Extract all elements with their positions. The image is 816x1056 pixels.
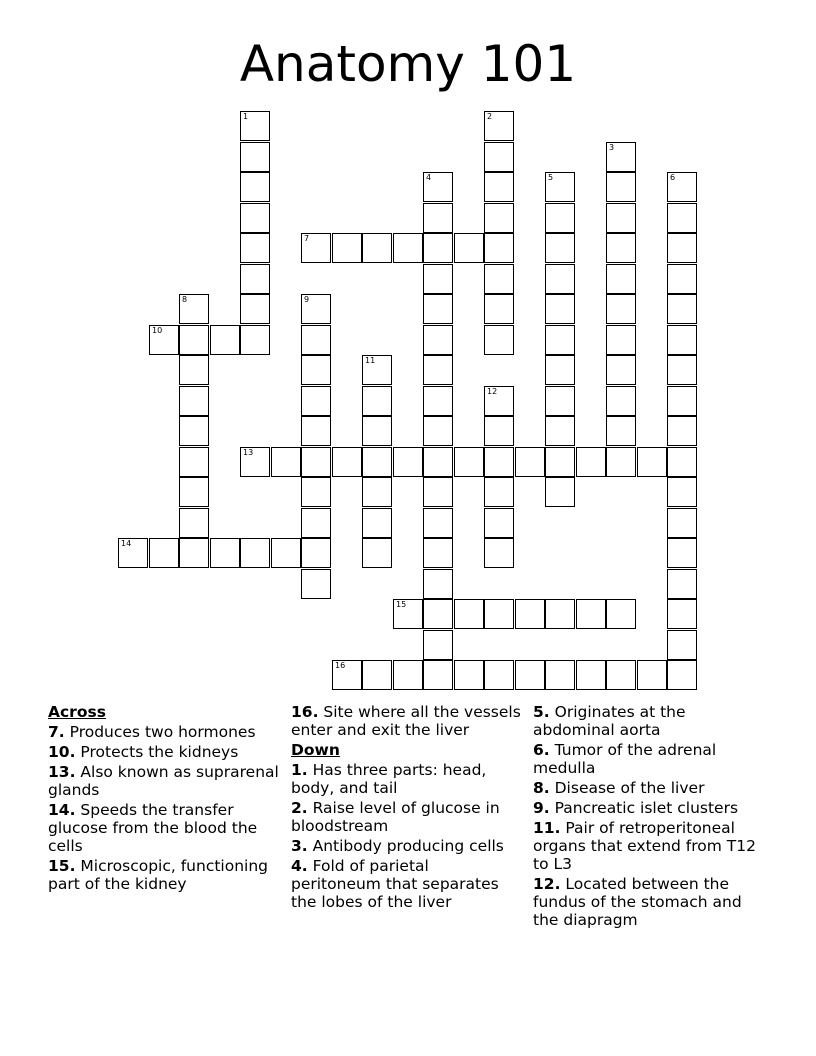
grid-cell[interactable]: [667, 203, 697, 233]
grid-cell[interactable]: [240, 203, 270, 233]
clue-number: 6: [670, 173, 676, 182]
grid-cell[interactable]: [606, 264, 636, 294]
grid-cell[interactable]: [545, 355, 575, 385]
grid-cell[interactable]: [149, 538, 179, 568]
grid-cell[interactable]: [667, 264, 697, 294]
across-heading: Across: [48, 703, 106, 721]
grid-cell[interactable]: [484, 111, 514, 141]
grid-cell[interactable]: [423, 416, 453, 446]
grid-cell[interactable]: [606, 386, 636, 416]
clue-down-6: 6. Tumor of the adrenal medulla: [533, 741, 717, 777]
clue-number: 4: [426, 173, 432, 182]
grid-cell[interactable]: [423, 630, 453, 660]
grid-cell[interactable]: [484, 294, 514, 324]
grid-cell[interactable]: [301, 569, 331, 599]
grid-cell[interactable]: [606, 203, 636, 233]
grid-cell[interactable]: [484, 416, 514, 446]
grid-cell[interactable]: [362, 538, 392, 568]
grid-cell[interactable]: [484, 264, 514, 294]
grid-cell[interactable]: [393, 233, 423, 263]
clue-number: 3: [609, 143, 615, 152]
clue-number: 10: [152, 326, 163, 335]
grid-cell[interactable]: [362, 386, 392, 416]
grid-cell[interactable]: [667, 538, 697, 568]
grid-cell[interactable]: [454, 660, 484, 690]
grid-cell[interactable]: [423, 233, 453, 263]
grid-cell[interactable]: [484, 447, 514, 477]
grid-cell[interactable]: [393, 599, 423, 629]
grid-cell[interactable]: [240, 233, 270, 263]
clue-across-10: 10. Protects the kidneys: [48, 743, 239, 761]
clue-down-12: 12. Located between the fundus of the stomach and the diapragm: [533, 875, 742, 929]
grid-cell[interactable]: [179, 386, 209, 416]
grid-cell[interactable]: [301, 355, 331, 385]
grid-cell[interactable]: [179, 538, 209, 568]
grid-cell[interactable]: [606, 172, 636, 202]
grid-cell[interactable]: [332, 233, 362, 263]
grid-cell[interactable]: [667, 172, 697, 202]
clues-column-1: [48, 703, 284, 895]
clue-number: 13: [243, 448, 254, 457]
grid-cell[interactable]: [576, 660, 606, 690]
grid-cell[interactable]: [667, 416, 697, 446]
grid-cell[interactable]: [423, 386, 453, 416]
grid-cell[interactable]: [484, 660, 514, 690]
clue-number: 15: [396, 600, 407, 609]
grid-cell[interactable]: [545, 660, 575, 690]
grid-cell[interactable]: [393, 447, 423, 477]
grid-cell[interactable]: [484, 233, 514, 263]
grid-cell[interactable]: [423, 264, 453, 294]
clue-across-14: 14. Speeds the transfer glucose from the blood the cells: [48, 801, 258, 855]
clue-number: 5: [548, 173, 554, 182]
grid-cell[interactable]: [667, 233, 697, 263]
grid-cell[interactable]: [606, 416, 636, 446]
grid-cell[interactable]: [454, 599, 484, 629]
grid-cell[interactable]: [423, 508, 453, 538]
grid-cell[interactable]: [332, 447, 362, 477]
grid-cell[interactable]: [423, 355, 453, 385]
clue-number: 11: [365, 356, 376, 365]
clue-down-11: 11. Pair of retroperitoneal organs that extend from T12 to L3: [533, 819, 756, 873]
grid-cell[interactable]: [667, 630, 697, 660]
grid-cell[interactable]: [423, 569, 453, 599]
grid-cell[interactable]: [667, 508, 697, 538]
grid-cell[interactable]: [545, 447, 575, 477]
grid-cell[interactable]: [362, 355, 392, 385]
grid-cell[interactable]: [606, 142, 636, 172]
grid-cell[interactable]: [301, 508, 331, 538]
grid-cell[interactable]: [576, 599, 606, 629]
grid-cell[interactable]: [545, 477, 575, 507]
grid-cell[interactable]: [240, 294, 270, 324]
grid-cell[interactable]: [423, 599, 453, 629]
clue-across-7: 7. Produces two hormones: [48, 723, 256, 741]
grid-cell[interactable]: [545, 599, 575, 629]
grid-cell[interactable]: [545, 264, 575, 294]
grid-cell[interactable]: [667, 325, 697, 355]
grid-cell[interactable]: [606, 660, 636, 690]
down-heading: Down: [291, 741, 340, 759]
grid-cell[interactable]: [423, 294, 453, 324]
grid-cell[interactable]: [210, 325, 240, 355]
grid-cell[interactable]: [637, 660, 667, 690]
grid-cell[interactable]: [423, 660, 453, 690]
clue-down-1: 1. Has three parts: head, body, and tail: [291, 761, 487, 797]
grid-cell[interactable]: [484, 477, 514, 507]
grid-cell[interactable]: [301, 233, 331, 263]
grid-cell[interactable]: [484, 203, 514, 233]
grid-cell[interactable]: [179, 355, 209, 385]
grid-cell[interactable]: [606, 447, 636, 477]
clue-number: 14: [121, 539, 132, 548]
grid-cell[interactable]: [637, 447, 667, 477]
grid-cell[interactable]: [484, 172, 514, 202]
grid-cell[interactable]: [393, 660, 423, 690]
grid-cell[interactable]: [301, 447, 331, 477]
clues-column-2: [291, 703, 523, 913]
grid-cell[interactable]: [484, 508, 514, 538]
grid-cell[interactable]: [454, 447, 484, 477]
grid-cell[interactable]: [240, 111, 270, 141]
grid-cell[interactable]: [545, 416, 575, 446]
grid-cell[interactable]: [271, 447, 301, 477]
grid-cell[interactable]: [301, 477, 331, 507]
grid-cell[interactable]: [179, 294, 209, 324]
grid-cell[interactable]: [240, 538, 270, 568]
grid-cell[interactable]: [454, 233, 484, 263]
grid-cell[interactable]: [515, 660, 545, 690]
grid-cell[interactable]: [667, 599, 697, 629]
grid-cell[interactable]: [301, 538, 331, 568]
grid-cell[interactable]: [240, 172, 270, 202]
grid-cell[interactable]: [545, 233, 575, 263]
grid-cell[interactable]: [606, 233, 636, 263]
grid-cell[interactable]: [271, 538, 301, 568]
grid-cell[interactable]: [667, 660, 697, 690]
grid-cell[interactable]: [240, 447, 270, 477]
grid-cell[interactable]: [515, 599, 545, 629]
grid-cell[interactable]: [545, 172, 575, 202]
grid-cell[interactable]: [179, 325, 209, 355]
grid-cell[interactable]: [484, 142, 514, 172]
clue-down-3: 3. Antibody producing cells: [291, 837, 504, 855]
grid-cell[interactable]: [484, 599, 514, 629]
clue-down-4: 4. Fold of parietal peritoneum that separates the lobes of the liver: [291, 857, 499, 911]
grid-cell[interactable]: [332, 660, 362, 690]
grid-cell[interactable]: [362, 416, 392, 446]
grid-cell[interactable]: [484, 325, 514, 355]
grid-cell[interactable]: [240, 325, 270, 355]
clue-number: 2: [487, 112, 493, 121]
grid-cell[interactable]: [149, 325, 179, 355]
grid-cell[interactable]: [484, 386, 514, 416]
grid-cell[interactable]: [545, 325, 575, 355]
grid-cell[interactable]: [667, 294, 697, 324]
clue-number: 16: [335, 661, 346, 670]
clue-down-5: 5. Originates at the abdominal aorta: [533, 703, 686, 739]
grid-cell[interactable]: [545, 386, 575, 416]
grid-cell[interactable]: [423, 172, 453, 202]
grid-cell[interactable]: [240, 264, 270, 294]
clue-across-16: 16. Site where all the vessels enter and exit the liver: [291, 703, 521, 739]
grid-cell[interactable]: [667, 477, 697, 507]
grid-cell[interactable]: [240, 142, 270, 172]
grid-cell[interactable]: [515, 447, 545, 477]
grid-cell[interactable]: [667, 386, 697, 416]
grid-cell[interactable]: [362, 233, 392, 263]
grid-cell[interactable]: [362, 447, 392, 477]
clues-column-3: [533, 703, 769, 931]
clue-down-8: 8. Disease of the liver: [533, 779, 705, 797]
grid-cell[interactable]: [362, 508, 392, 538]
grid-cell[interactable]: [179, 477, 209, 507]
grid-cell[interactable]: [301, 416, 331, 446]
grid-cell[interactable]: [423, 477, 453, 507]
clue-number: 12: [487, 387, 498, 396]
clue-number: 1: [243, 112, 249, 121]
grid-cell[interactable]: [606, 325, 636, 355]
grid-cell[interactable]: [667, 447, 697, 477]
grid-cell[interactable]: [179, 416, 209, 446]
clue-across-15: 15. Microscopic, functioning part of the kidney: [48, 857, 269, 893]
grid-cell[interactable]: [423, 538, 453, 568]
grid-cell[interactable]: [484, 538, 514, 568]
grid-cell[interactable]: [362, 477, 392, 507]
grid-cell[interactable]: [606, 355, 636, 385]
puzzle-title: Anatomy 101: [239, 35, 577, 93]
grid-cell[interactable]: [606, 294, 636, 324]
clue-down-2: 2. Raise level of glucose in bloodstream: [291, 799, 500, 835]
clue-number: 7: [304, 234, 310, 243]
grid-cell[interactable]: [210, 538, 240, 568]
grid-cell[interactable]: [576, 447, 606, 477]
grid-cell[interactable]: [545, 203, 575, 233]
grid-cell[interactable]: [179, 508, 209, 538]
grid-cell[interactable]: [667, 355, 697, 385]
grid-cell[interactable]: [179, 447, 209, 477]
grid-cell[interactable]: [301, 386, 331, 416]
clue-number: 9: [304, 295, 310, 304]
grid-cell[interactable]: [362, 660, 392, 690]
grid-cell[interactable]: [423, 203, 453, 233]
clue-down-9: 9. Pancreatic islet clusters: [533, 799, 739, 817]
clue-across-13: 13. Also known as suprarenal glands: [48, 763, 279, 799]
grid-cell[interactable]: [301, 294, 331, 324]
grid-cell[interactable]: [606, 599, 636, 629]
grid-cell[interactable]: [423, 325, 453, 355]
grid-cell[interactable]: [545, 294, 575, 324]
clue-number: 8: [182, 295, 188, 304]
grid-cell[interactable]: [301, 325, 331, 355]
grid-cell[interactable]: [667, 569, 697, 599]
grid-cell[interactable]: [423, 447, 453, 477]
grid-cell[interactable]: [118, 538, 148, 568]
